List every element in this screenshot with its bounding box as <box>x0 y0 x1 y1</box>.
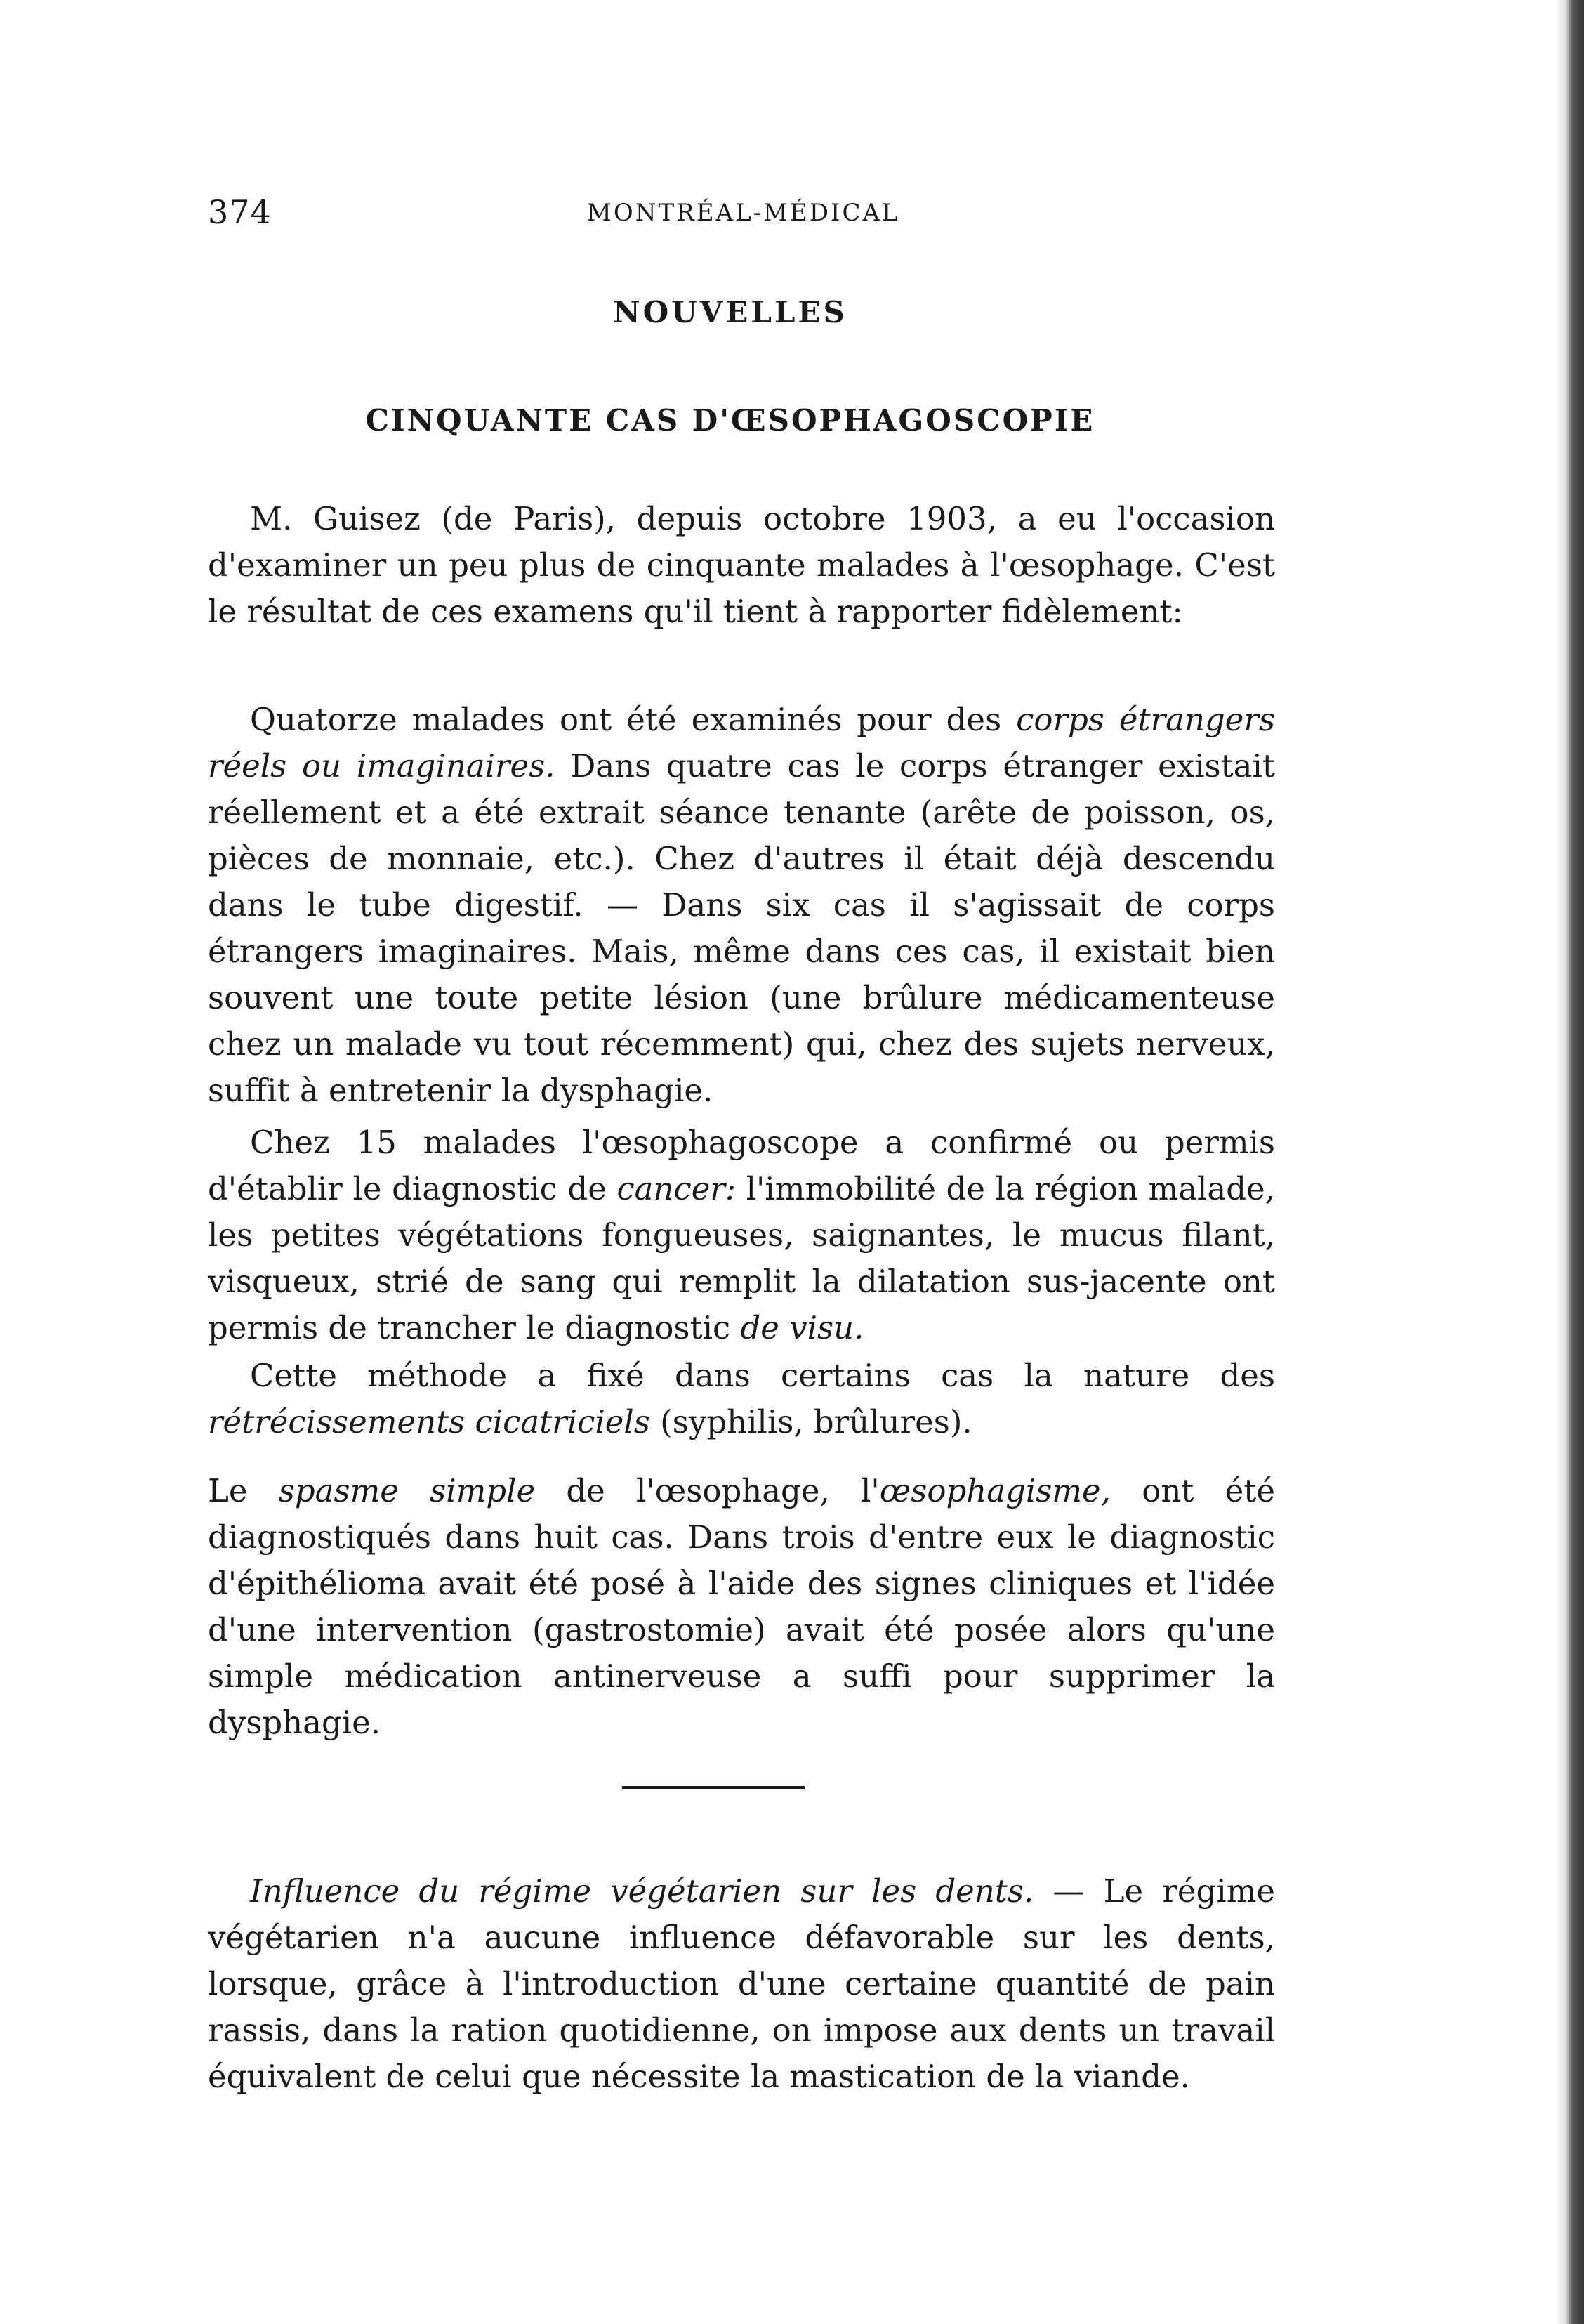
paragraph-vegetarian-note <box>208 1868 1275 2100</box>
paragraph-vegetarian-note-text <box>208 1868 1275 2100</box>
text-run: ont été diagnostiqués dans huit cas. Dans trois d'entre eux le diagnostic d'épithélioma avait été posé à l'aide des signes cliniques et l'idée d'une intervention (gastrostomie) avait été posée alors qu'une simple médication antinerveuse a suffi pour supprimer la dysphagie. <box>208 1472 1275 1741</box>
paragraph-strictures-text <box>208 1353 1275 1445</box>
italic-run: corps étrangers réels ou imaginaires. <box>208 701 1275 784</box>
scanned-page-edge <box>1556 0 1584 2324</box>
page-number: 374 <box>208 193 272 231</box>
section-title: NOUVELLES <box>613 295 847 329</box>
paragraph-spasm-text <box>208 1468 1275 1746</box>
italic-run: œsophagisme, <box>879 1472 1111 1509</box>
text-run: de l'œsophage, l' <box>535 1472 880 1509</box>
paragraph-foreign-bodies <box>208 697 1275 1114</box>
paragraph-foreign-bodies-text <box>208 697 1275 1114</box>
paragraph-cancer <box>208 1120 1275 1351</box>
text-run: — Le régime végétarien n'a aucune influence défavorable sur les dents, lorsque, grâce à l'introduction d'une certaine quantité de pain rassis, dans la ration quotidienne, on impose aux dents un travail équivalent de celui que nécessite la mastication de la viande. <box>208 1872 1275 2095</box>
italic-run: rétrécissements cicatriciels <box>208 1403 650 1440</box>
section-separator <box>622 1786 805 1789</box>
journal-title: MONTRÉAL-MÉDICAL <box>587 199 900 227</box>
italic-run: cancer: <box>616 1170 737 1207</box>
text-run: Cette méthode a fixé dans certains cas la nature des <box>250 1357 1275 1394</box>
text-run: (syphilis, brûlures). <box>649 1403 972 1440</box>
text-run: Dans quatre cas le corps étranger existait réellement et a été extrait séance tenante (arête de poisson, os, pièces de monnaie, etc.). Chez d'autres il était déjà descendu dans le tube digestif. — Dans six cas il s'agissait de corps étrangers imaginaires. Mais, même dans ces cas, il existait bien souvent une toute petite lésion (une brûlure médicamenteuse chez un malade vu tout récemment) qui, chez des sujets nerveux, suffit à entretenir la dysphagie. <box>208 747 1275 1109</box>
text-run: l'immobilité de la région malade, les petites végétations fongueuses, saignantes, le mucus filant, visqueux, strié de sang qui remplit la dilatation sus-jacente ont permis de trancher le diagnostic <box>208 1170 1275 1346</box>
paragraph-cancer-text <box>208 1120 1275 1351</box>
text-run: Quatorze malades ont été examinés pour des <box>250 701 1017 738</box>
article-title: CINQUANTE CAS D'ŒSOPHAGOSCOPIE <box>365 403 1095 438</box>
note-title: Influence du régime végétarien sur les dents. <box>250 1872 1034 1910</box>
paragraph-strictures <box>208 1353 1275 1445</box>
paragraph-intro-text: M. Guisez (de Paris), depuis octobre 1903, a eu l'occasion d'examiner un peu plus de cinquante malades à l'œsophage. C'est le résultat de ces examens qu'il tient à rapporter fidèlement: <box>208 500 1275 630</box>
italic-run: spasme simple <box>278 1472 536 1509</box>
italic-run: de visu. <box>740 1309 864 1346</box>
paragraph-intro <box>208 496 1275 635</box>
paragraph-spasm <box>208 1468 1275 1746</box>
text-run: Le <box>208 1472 279 1509</box>
running-head <box>208 193 1275 235</box>
text-run: Chez 15 malades l'œsophagoscope a confirmé ou permis d'établir le diagnostic de <box>208 1124 1275 1207</box>
